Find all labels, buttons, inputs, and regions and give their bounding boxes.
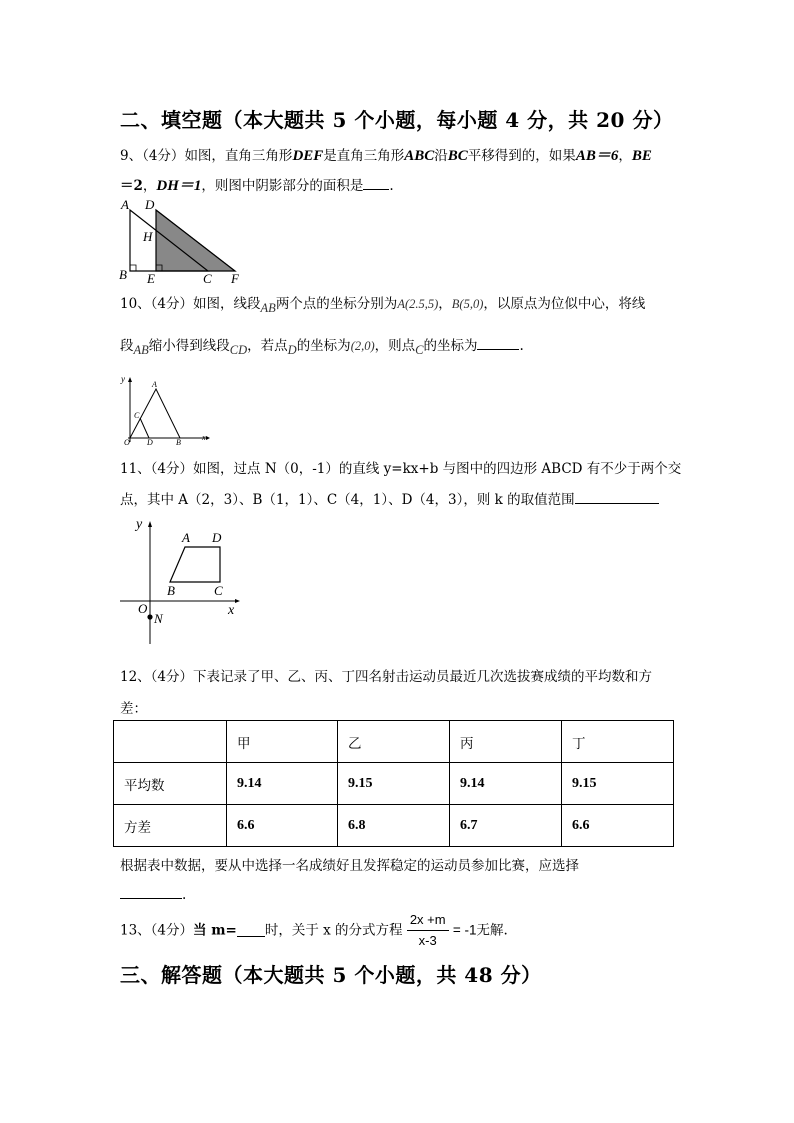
q10-line-2: 段AB缩小得到线段CD，若点D的坐标为(2,0)，则点C的坐标为 .: [120, 338, 524, 357]
table-header-row: [114, 721, 674, 763]
q11-y-arrow: [148, 521, 152, 527]
q10-label-y: y: [121, 374, 125, 384]
q9-answer-blank: [363, 177, 389, 190]
q12-line-4: .: [120, 886, 186, 903]
q11-label-n: N: [154, 611, 163, 626]
q11-label-x: x: [228, 603, 235, 618]
table-header-cell: 丙: [450, 721, 562, 763]
table-row-label: 方差: [114, 805, 227, 847]
q13-line: 13、（4分）当 m= 时，关于 x 的分式方程 $\frac{2x +m}{x-3}$ = -1无解.: [120, 910, 508, 951]
table-header-cell: [114, 721, 227, 763]
q10-label-a: A: [152, 380, 157, 389]
q12-line-2: 差：: [120, 701, 147, 717]
q10-y-arrow: [128, 377, 132, 382]
q13-number: 13、（4分）: [120, 922, 194, 939]
section-2-heading: 二、填空题（本大题共 5 个小题，每小题 4 分，共 20 分）: [120, 108, 674, 132]
q11-quadrilateral-abcd: [170, 547, 220, 582]
q13-numerator: 2x +m: [407, 910, 449, 931]
q9-label-c: C: [203, 271, 212, 286]
q12-line-3: 根据表中数据，要从中选择一名成绩好且发挥稳定的运动员参加比赛，应选择: [120, 858, 579, 874]
q10-label-d: D: [147, 438, 153, 447]
q13-denominator: x-3: [418, 933, 437, 948]
q11-label-o: O: [138, 601, 148, 616]
q11-point-n: [147, 614, 152, 619]
q10-number: 10、（4分）: [120, 296, 194, 312]
table-cell: 6.7: [450, 805, 562, 847]
q9-label-e: E: [147, 271, 155, 286]
q11-line-2: 点，其中 A（2，3）、B（1，1）、C（4，1）、D（4，3），则 k 的取值范围: [120, 488, 659, 508]
q9-line-2: ＝2，DH＝1，则图中阴影部分的面积是 .: [120, 178, 394, 194]
q10-label-x: x: [202, 433, 206, 442]
table-row: [114, 805, 674, 847]
q11-number: 11、（4分）: [120, 461, 194, 477]
table-header-cell: 甲: [227, 721, 338, 763]
q9-figure: [116, 196, 250, 286]
q9-label-b: B: [119, 267, 127, 282]
q13-answer-blank: [237, 924, 265, 937]
q10-figure: [116, 372, 212, 448]
table-cell: 9.15: [338, 763, 450, 805]
q9-label-a: A: [121, 197, 129, 212]
q12-line-1: 12、（4分）下表记录了甲、乙、丙、丁四名射击运动员最近几次选拔赛成绩的平均数和方: [120, 669, 653, 685]
q10-x-arrow: [206, 436, 210, 440]
q12-answer-blank: [120, 886, 182, 899]
q11-label-a: A: [182, 530, 190, 545]
table-header-cell: 丁: [562, 721, 674, 763]
table-cell: 9.14: [227, 763, 338, 805]
q9-number: 9、（4分）: [120, 148, 185, 164]
table-cell: 6.8: [338, 805, 450, 847]
q13-fraction: [407, 910, 449, 951]
q11-answer-blank: [575, 491, 659, 504]
q11-label-y: y: [136, 517, 143, 532]
q11-label-c: C: [214, 583, 223, 598]
q9-right-angle-b: [130, 265, 136, 271]
q11-line-1: 11、（4分）如图，过点 N（0，-1）的直线 y=kx+b 与图中的四边形 ABCD 有不少于两个交: [120, 461, 682, 477]
q10-answer-blank: [477, 337, 519, 350]
section-3-heading: 三、解答题（本大题共 5 个小题，共 48 分）: [120, 963, 542, 987]
table-cell: 6.6: [227, 805, 338, 847]
table-row-label: 平均数: [114, 763, 227, 805]
q10-label-c: C: [134, 411, 140, 420]
table-row: [114, 763, 674, 805]
q11-x-arrow: [235, 599, 240, 603]
table-cell: 9.15: [562, 763, 674, 805]
q9-line-1: 9、（4分）如图，直角三角形DEF是直角三角形ABC沿BC平移得到的，如果AB＝6，BE: [120, 148, 652, 164]
q11-label-d: D: [212, 530, 222, 545]
q9-label-d: D: [145, 197, 155, 212]
q11-label-b: B: [167, 583, 175, 598]
q10-line-1: 10、（4分）如图，线段AB两个点的坐标分别为A(2.5,5)，B(5,0)，以原点为位似中心，将线: [120, 296, 646, 315]
q12-score-table: [113, 720, 674, 847]
table-cell: 6.6: [562, 805, 674, 847]
q10-label-b: B: [176, 438, 181, 447]
q9-label-h: H: [143, 229, 153, 244]
q12-number: 12、（4分）: [120, 669, 194, 685]
q11-figure: [116, 516, 246, 648]
table-cell: 9.14: [450, 763, 562, 805]
q10-label-o: O: [124, 438, 130, 447]
table-header-cell: 乙: [338, 721, 450, 763]
q10-segment-cd: [140, 418, 149, 438]
q9-label-f: F: [231, 271, 239, 286]
